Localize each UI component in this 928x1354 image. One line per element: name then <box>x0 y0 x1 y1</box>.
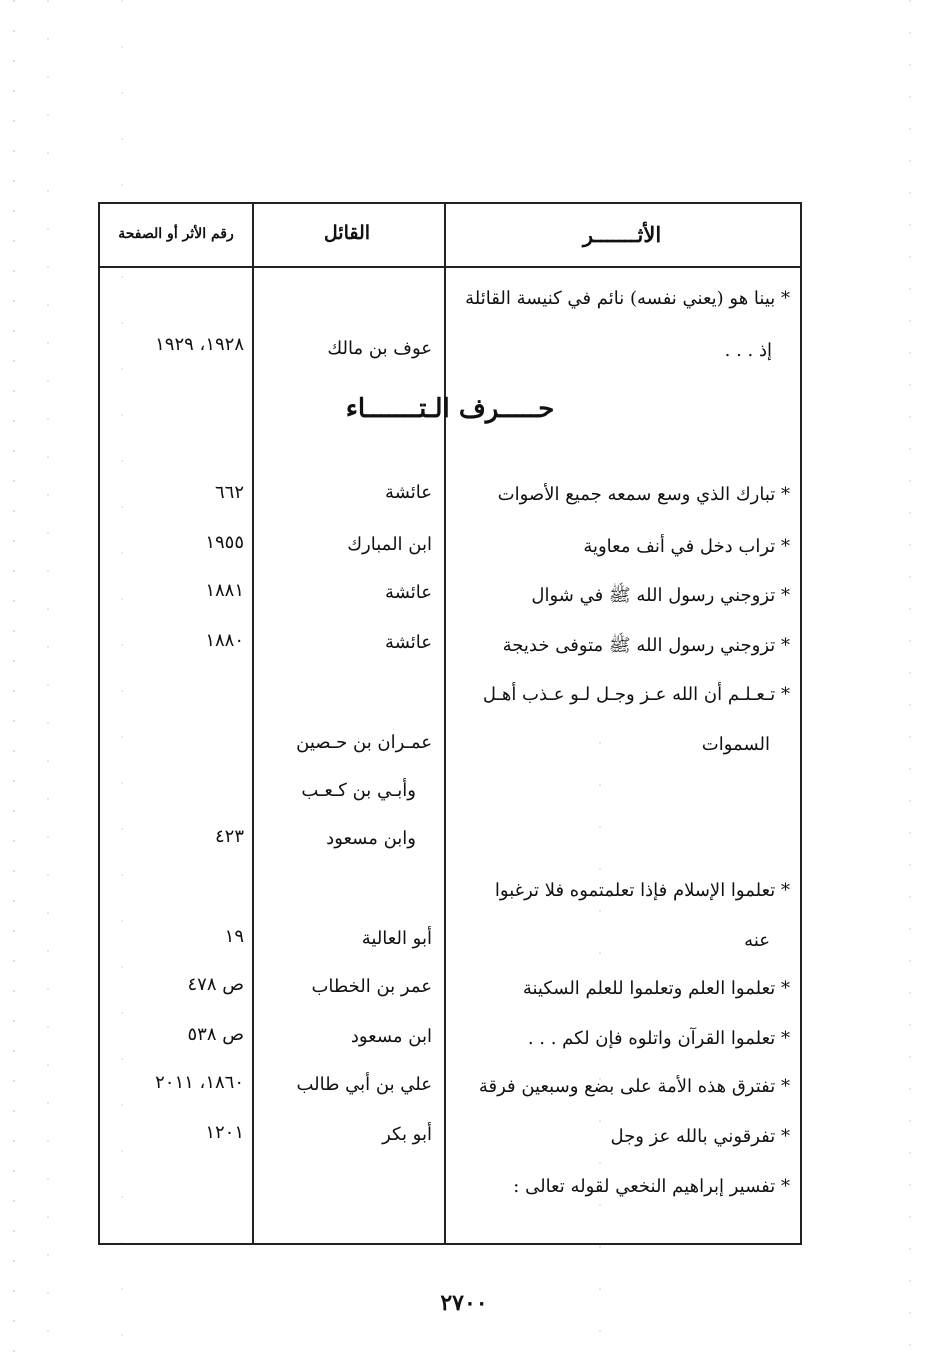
ref-number: ٦٦٢ <box>214 482 244 503</box>
athar-text: * تبارك الذي وسع سمعه جميع الأصوات <box>497 484 790 505</box>
athar-text: السموات <box>701 734 770 755</box>
ref-number: ١٨٨١ <box>205 580 244 601</box>
athar-text: * تعلموا العلم وتعلموا للعلم السكينة <box>522 978 790 999</box>
athar-text: عنه <box>744 930 770 951</box>
athar-text: * تعلموا الإسلام فإذا تعلمتموه فلا ترغبوا <box>494 880 790 901</box>
athar-text: * تفسير إبراهيم النخعي لقوله تعالى : <box>513 1176 790 1197</box>
ref-number: ص ٤٧٨ <box>187 974 244 995</box>
athar-text: إذ . . . <box>724 340 772 361</box>
athar-text: * تزوجني رسول الله ﷺ متوفى خديجة <box>502 635 790 656</box>
header-divider <box>100 266 800 268</box>
qail-text: عمر بن الخطاب <box>311 976 432 997</box>
section-title: حـــــرف الـتـــــــاء <box>345 394 555 424</box>
athar-text: * بينا هو (يعني نفسه) نائم في كنيسة القائلة <box>465 288 790 309</box>
header-number: رقم الأثر أو الصفحة <box>118 226 234 242</box>
ref-number: ١٩٥٥ <box>205 532 244 553</box>
athar-text: * تفترق هذه الأمة على بضع وسبعين فرقة <box>478 1076 790 1097</box>
qail-text: عائشة <box>385 632 432 653</box>
qail-text: عمـران بن حـصين <box>296 732 432 753</box>
athar-text: * تفرقوني بالله عز وجل <box>610 1126 790 1147</box>
qail-text: وأبـي بن كـعـب <box>301 780 416 801</box>
index-table <box>98 202 802 1245</box>
ref-number: ٤٢٣ <box>214 826 244 847</box>
qail-text: ابن المبارك <box>347 534 432 555</box>
ref-number: ١٩ <box>224 926 244 947</box>
athar-text: * تراب دخل في أنف معاوية <box>583 536 790 557</box>
qail-text: أبو بكر <box>382 1124 432 1145</box>
qail-text: عائشة <box>385 582 432 603</box>
ref-number: ١٨٦٠، ٢٠١١ <box>155 1072 244 1093</box>
qail-text: عوف بن مالك <box>327 338 432 359</box>
qail-text: علي بن أبي طالب <box>296 1074 432 1095</box>
page-number: ٢٧٠٠ <box>440 1290 488 1316</box>
qail-text: ابن مسعود <box>350 1026 432 1047</box>
ref-number: ١٨٨٠ <box>205 630 244 651</box>
athar-text: * تعلموا القرآن واتلوه فإن لكم . . . <box>527 1028 790 1049</box>
column-divider <box>444 204 446 1243</box>
header-qail: القائل <box>323 222 371 244</box>
ref-number: ١٩٢٨، ١٩٢٩ <box>155 334 244 355</box>
athar-text: * تـعـلـم أن الله عـز وجـل لـو عـذب أهـل <box>482 684 790 705</box>
qail-text: أبو العالية <box>361 928 432 949</box>
ref-number: ١٢٠١ <box>205 1122 244 1143</box>
column-divider <box>252 204 254 1243</box>
qail-text: عائشة <box>385 482 432 503</box>
ref-number: ص ٥٣٨ <box>187 1024 244 1045</box>
header-athar: الأثـــــــر <box>582 222 662 247</box>
qail-text: وابن مسعود <box>326 828 416 849</box>
athar-text: * تزوجني رسول الله ﷺ في شوال <box>531 585 790 606</box>
